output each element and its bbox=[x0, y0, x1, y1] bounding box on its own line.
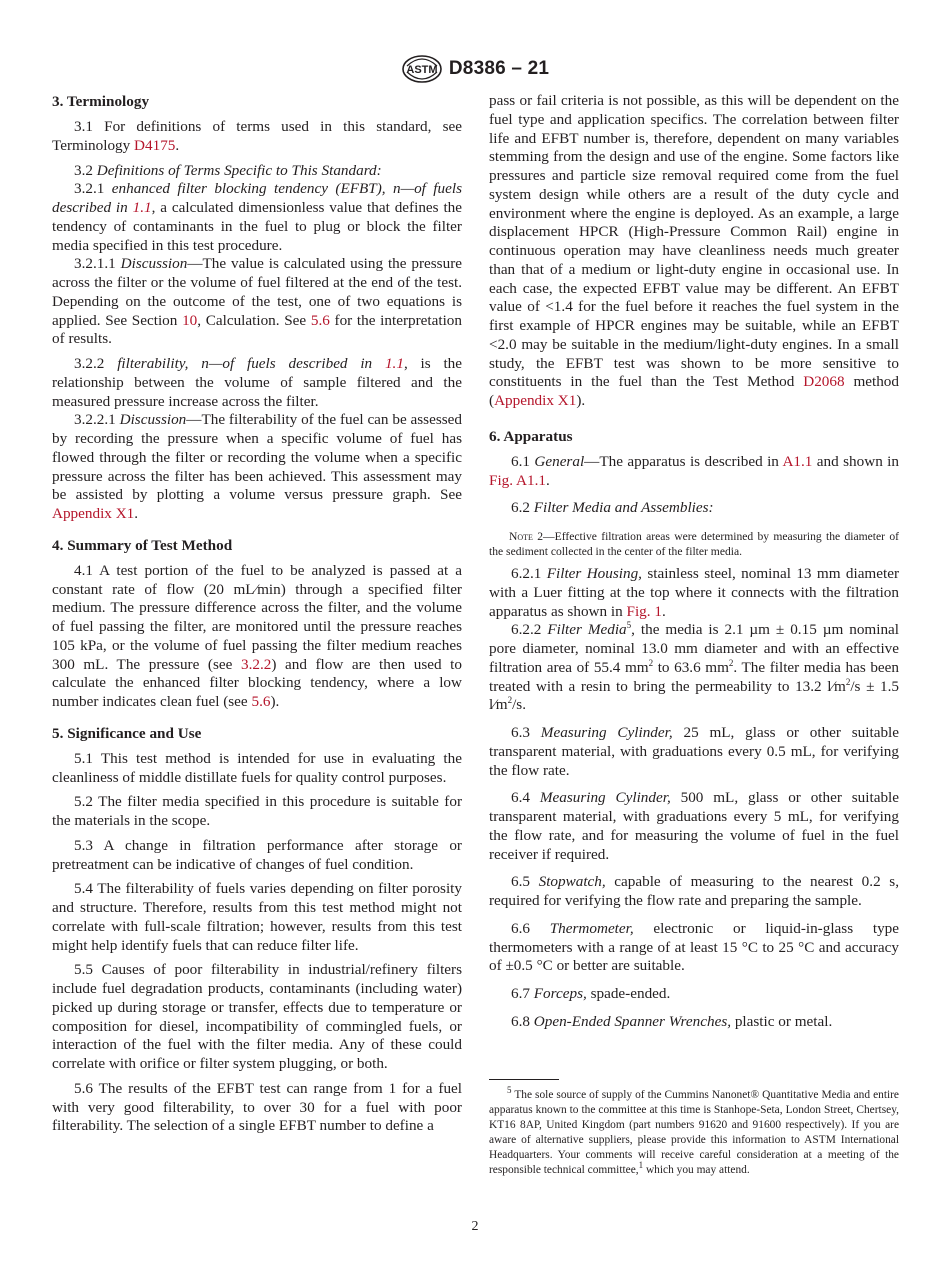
para-6-7: 6.7 Forceps, spade-ended. bbox=[511, 985, 671, 1002]
link-d2068[interactable]: D2068 bbox=[803, 373, 845, 391]
link-5-6[interactable]: 5.6 bbox=[251, 693, 271, 710]
link-5-6[interactable]: 5.6 bbox=[310, 311, 330, 329]
para-5-4: 5.4 The filterability of fuels varies depending on filter porosity and structure. Therefore, results from this test method might not correlate with full-scale filtration; however, results from this test might help identify fuels that can reduce filter life. bbox=[52, 880, 462, 954]
link-appendix-x1[interactable]: Appendix X1 bbox=[494, 392, 577, 409]
link-3-2-2[interactable]: 3.2.2 bbox=[240, 655, 272, 673]
right-column bbox=[489, 92, 899, 1032]
para-3-2-1: 3.2.1 enhanced filter blocking tendency (EFBT), n—of fuels described in 1.1, a calculated dimensionless value that defines the tendency of contaminants in the fuel to plug or block the filter media specified in this test procedure. bbox=[52, 180, 462, 254]
link-fig-a1-1[interactable]: Fig. A1.1 bbox=[489, 471, 546, 489]
link-section-10[interactable]: 10 bbox=[182, 311, 198, 329]
link-1-1[interactable]: 1.1 bbox=[132, 199, 152, 216]
footnote-marker: 5 bbox=[507, 1085, 512, 1096]
para-6-3: 6.3 Measuring Cylinder, 25 mL, glass or other suitable transparent material, with graduations every 0.5 mL, for verifying the flow rate. bbox=[489, 724, 900, 779]
footnote-5: $^5$ The sole source of supply of the Cummins Nanonet® Quantitative Media and entire apparatus known to the committee at this time is Stanhope-Seta, London Street, Chertsey, KT16 8AP, United Kingdom (part numbers 91620 and 91600 respectively). If you are aware of alternative suppliers, please provide this information to ASTM International Headquarters. Your comments will receive careful consideration at a meeting of the responsible technical committee,$^1$ which you may attend. bbox=[489, 1085, 899, 1176]
link-fig-1[interactable]: Fig. 1 bbox=[626, 602, 662, 620]
para-5-5: 5.5 Causes of poor filterability in industrial/refinery filters include fuel degradation products, contaminants (including water) picked up during storage or transfer, effects due to temperature or composition for diesel, incompatibility of commingled fuels, or interaction of the fuel with the filter media. Any of these could correlate with orifice or filter system plugging, or both. bbox=[52, 961, 462, 1072]
link-d4175[interactable]: D4175 bbox=[134, 136, 176, 154]
section-5-heading: 5. Significance and Use bbox=[52, 724, 202, 742]
para-6-5: 6.5 Stopwatch, capable of measuring to the nearest 0.2 s, required for verifying the flow rate and preparing the sample. bbox=[489, 873, 899, 909]
para-6-6: 6.6 Thermometer, electronic or liquid-in-glass type thermometers with a range of at least 15 °C to 25 °C and accuracy of ±0.5 °C or better are suitable. bbox=[489, 919, 899, 975]
svg-text:ASTM: ASTM bbox=[406, 64, 438, 76]
para-4-1: 4.1 A test portion of the fuel to be analyzed is passed at a constant rate of flow (20 mL⁄min) through a specified filter medium. The pressure difference across the filter, and the volume of fuel passing the filter, are monitored until the pressure reaches 105 kPa, or the volume of fuel passing the filter medium reaches 300 mL. The pressure (see 3.2.2) and flow are then used to calculate the enhanced filter blocking tendency, where a low number indicates clean fuel (see 5.6). bbox=[52, 561, 462, 710]
link-a1-1[interactable]: A1.1 bbox=[782, 452, 813, 470]
astm-logo-icon bbox=[401, 54, 443, 84]
footnote-divider bbox=[489, 1079, 559, 1080]
para-6-4: 6.4 Measuring Cylinder, 500 mL, glass or other suitable transparent material, with graduations every 5 mL, for verifying the flow rate, and for measuring the volume of fuel in the fuel receiver if required. bbox=[489, 789, 900, 863]
page-number: 2 bbox=[471, 1219, 479, 1234]
para-5-6: 5.6 The results of the EFBT test can range from 1 for a fuel with very good filterability, to over 30 for a fuel with poor filterability. The selection of a single EFBT number to define a bbox=[52, 1079, 462, 1135]
para-5-6-continued: pass or fail criteria is not possible, as this will be dependent on the fuel type and application specifics. The correlation between filter life and EFBT number is, therefore, dependent on many variables stemming from the design and use of the engine. Some factors like pressures and particle size removal required come from the fuel system design while others are a result of the duty cycle and environment where the engine is deployed. As an example, a large displacement HPCR (High-Pressure Common Rail) engine in continuous operation may have cleanliness needs much greater than that of a medium or light-duty engine in occasional use. In each case, the expected EFBT value may be different. An EFBT value of <1.4 for the fuel before it reaches the fuel system in the first example of HPCR engines may be suitable, while an EFBT <2.0 may be suitable in the medium/light-duty engines. In a small study, the EFBT test was shown to be more sensitive to constituents in the fuel than the Test Method D2068 method (Appendix X1). bbox=[489, 92, 899, 409]
para-6-2-1: 6.2.1 Filter Housing, stainless steel, nominal 13 mm diameter with a Luer fitting at the top where it connects with the filtration apparatus as shown in Fig. 1. bbox=[489, 565, 900, 620]
para-5-2: 5.2 The filter media specified in this procedure is suitable for the materials in the scope. bbox=[52, 793, 462, 829]
para-5-1: 5.1 This test method is intended for use in evaluating the cleanliness of middle distillate fuels for quality control purposes. bbox=[52, 749, 462, 786]
para-3-2-2: 3.2.2 filterability, n—of fuels described in 1.1, is the relationship between the volume of sample filtered and the measured pressure increase across the filter. bbox=[52, 355, 463, 410]
para-3-2: 3.2 Definitions of Terms Specific to This Standard: bbox=[74, 161, 382, 179]
section-4-heading: 4. Summary of Test Method bbox=[52, 536, 233, 554]
para-6-2: 6.2 Filter Media and Assemblies: bbox=[511, 499, 714, 517]
left-column bbox=[52, 92, 462, 1136]
footnote-ref-5[interactable]: 5 bbox=[626, 620, 632, 631]
para-3-2-2-1: 3.2.2.1 Discussion—The filterability of the fuel can be assessed by recording the pressure when a specific volume of fuel has flowed through the filter or recording the volume when a specific pressure across the filter has been achieved. This assessment may be assisted by plotting a volume versus pressure graph. See Appendix X1. bbox=[52, 411, 462, 522]
page-header bbox=[0, 52, 950, 86]
para-5-3: 5.3 A change in filtration performance after storage or pretreatment can be indicative of changes of fuel condition. bbox=[52, 836, 462, 873]
link-appendix-x1[interactable]: Appendix X1 bbox=[52, 505, 135, 522]
para-3-2-1-1: 3.2.1.1 Discussion—The value is calculated using the pressure across the filter or the volume of fuel filtered at the end of the test. Depending on the outcome of the test, one of two equations is applied. See Section 10, Calculation. See 5.6 for the interpretation of results. bbox=[52, 255, 462, 348]
para-3-1: 3.1 For definitions of terms used in this standard, see Terminology D4175. bbox=[52, 118, 462, 154]
section-3-heading: 3. Terminology bbox=[52, 93, 150, 110]
para-6-2-2: 6.2.2 Filter Media$^5$, the media is 2.1 µm ± 0.15 µm nominal pore diameter, nominal 13.0 mm diameter and with an effective filtration area of 55.4 $mm^2$ to 63.6 $mm^2$. The filter media has been treated with a resin to bring the permeability to 13.2 $l⁄m^2/s \pm 1.5$ $l⁄m^2/s$. bbox=[489, 620, 900, 714]
section-6-heading: 6. Apparatus bbox=[489, 427, 573, 445]
para-6-1: 6.1 General—The apparatus is described in A1.1 and shown in Fig. A1.1. bbox=[489, 452, 900, 489]
link-1-1[interactable]: 1.1 bbox=[384, 355, 404, 372]
note-2: Note 2—Effective filtration areas were determined by measuring the diameter of the sediment collected in the center of the filter media. bbox=[489, 530, 899, 558]
standard-designation: D8386 – 21 bbox=[448, 58, 550, 79]
para-6-8: 6.8 Open-Ended Spanner Wrenches, plastic or metal. bbox=[511, 1012, 833, 1030]
